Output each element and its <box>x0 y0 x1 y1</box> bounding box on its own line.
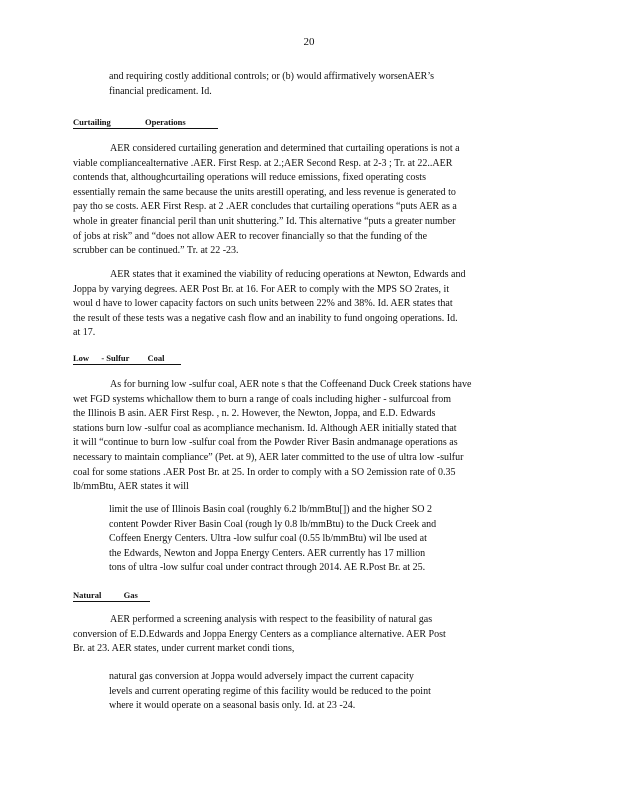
block-quote-coal <box>109 503 499 576</box>
text-line: viable compliancealternative .AER. First Resp. at 2.;AER Second Resp. at 2-3 ; Tr. at 22..AER <box>73 157 453 169</box>
section-heading-low-sulfur <box>73 353 181 365</box>
text-line: conversion of E.D.Edwards and Joppa Energy Centers as a compliance alternative. AER Post <box>73 628 446 640</box>
text-line: and requiring costly additional controls; or (b) would affirmatively worsenAER’s <box>109 71 435 82</box>
text-line: whole in greater financial peril than unit shuttering.” Id. This alternative “puts a greater number <box>73 215 456 227</box>
text-line: financial predicament. Id. <box>109 85 212 97</box>
text-line: at 17. <box>73 327 96 339</box>
heading-word: Curtailing <box>73 117 111 127</box>
text-line: AER performed a screening analysis with respect to the feasibility of natural gas <box>110 614 433 625</box>
heading-word: Low <box>73 353 90 363</box>
text-line: contends that, althoughcurtailing operations will reduce emissions, fixed operating costs <box>73 172 426 184</box>
text-line: pay tho se costs. AER First Resp. at 2 .AER concludes that curtailing operations “puts AER as a <box>73 201 457 213</box>
paragraph-natural-gas <box>73 613 533 657</box>
text-line: Br. at 23. AER states, under current market condi tions, <box>73 643 295 655</box>
section-heading-curtailing <box>73 117 218 129</box>
paragraph-curtailing <box>73 142 533 259</box>
text-line: As for burning low -sulfur coal, AER note s that the Coffeenand Duck Creek stations have <box>110 379 472 390</box>
text-line: coal for some stations .AER Post Br. at 25. In order to comply with a SO 2emission rate of 0.35 <box>73 466 456 478</box>
section-heading-natural-gas <box>73 590 150 602</box>
text-line: where it would operate on a seasonal basis only. Id. at 23 -24. <box>109 700 356 712</box>
text-line: lb/mmBtu, AER states it will <box>73 481 189 493</box>
text-line: natural gas conversion at Joppa would adversely impact the current capacity <box>109 671 414 682</box>
text-line: AER considered curtailing generation and determined that curtailing operations is not a <box>110 143 460 154</box>
text-line: woul d have to lower capacity factors on such units between 22% and 38%. Id. AER states that <box>73 298 453 310</box>
text-line: wet FGD systems whichallow them to burn a range of coals including higher - sulfurcoal from <box>73 393 451 405</box>
page-number: 20 <box>303 36 315 48</box>
block-quote-natural-gas <box>109 670 499 714</box>
text-line: scrubber can be continued.” Tr. at 22 -23. <box>73 245 239 257</box>
text-line: of jobs at risk” and “does not allow AER to recover financially so that the funding of the <box>73 230 428 242</box>
text-line: Joppa by varying degrees. AER Post Br. at 16. For AER to comply with the MPS SO 2rates, it <box>73 283 450 295</box>
text-line: levels and current operating regime of this facility would be reduced to the point <box>109 685 431 697</box>
text-line: Coffeen Energy Centers. Ultra -low sulfur coal (0.55 lb/mmBtu) wil lbe used at <box>109 533 427 545</box>
heading-word: Coal <box>147 353 165 363</box>
text-line: necessary to maintain compliance” (Pet. at 9), AER later committed to the use of ultra low -sulfur <box>73 451 464 463</box>
text-line: essentially remain the same because the units arestill operating, and less revenue is generated to <box>73 186 456 198</box>
text-line: content Powder River Basin Coal (rough ly 0.8 lb/mmBtu) to the Duck Creek and <box>109 518 437 530</box>
heading-word: Gas <box>123 590 138 600</box>
text-line: the Illinois B asin. AER First Resp. , n. 2. However, the Newton, Joppa, and E.D. Edwards <box>73 408 436 420</box>
paragraph-low-sulfur <box>73 378 533 495</box>
paragraph-reducing-operations <box>73 268 533 341</box>
text-line: the Edwards, Newton and Joppa Energy Centers. AER currently has 17 million <box>109 547 426 559</box>
text-line: tons of ultra -low sulfur coal under contract through 2014. AE R.Post Br. at 25. <box>109 562 426 574</box>
text-line: stations burn low -sulfur coal as acompliance mechanism. Id. Although AER initially stated that <box>73 422 457 434</box>
text-line: AER states that it examined the viability of reducing operations at Newton, Edwards and <box>110 269 466 280</box>
heading-word: - Sulfur <box>101 353 130 363</box>
text-line: the result of these tests was a negative cash flow and an inability to fund ongoing operations. Id. <box>73 312 458 324</box>
paragraph-continuation <box>109 70 499 99</box>
text-line: limit the use of Illinois Basin coal (roughly 6.2 lb/mmBtu[]) and the higher SO 2 <box>109 504 433 515</box>
text-line: it will “continue to burn low -sulfur coal from the Powder River Basin andmanage operations as <box>73 437 458 449</box>
heading-word: Operations <box>145 117 186 127</box>
heading-word: Natural <box>73 590 102 600</box>
